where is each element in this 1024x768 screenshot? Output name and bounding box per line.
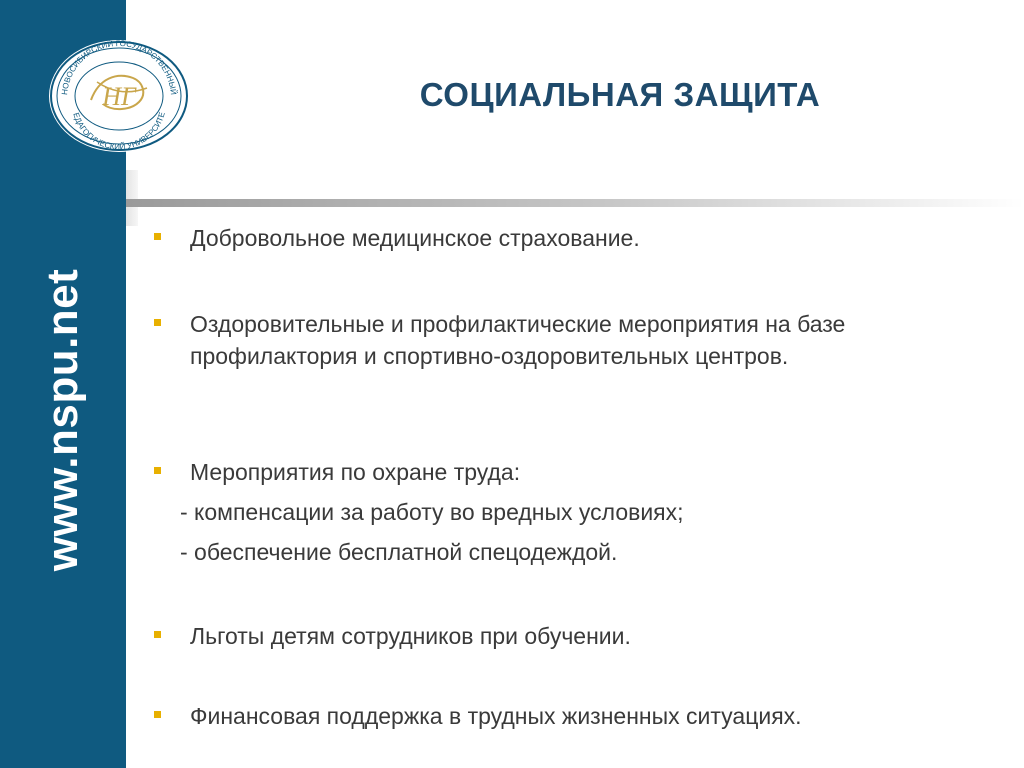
sub-item: - компенсации за работу во вредных условиях;	[180, 499, 684, 525]
site-url: www.nspu.net	[38, 268, 87, 572]
list-item	[150, 620, 980, 652]
university-seal-icon	[47, 38, 189, 152]
university-logo	[47, 38, 189, 152]
slide-title: СОЦИАЛЬНАЯ ЗАЩИТА	[419, 76, 821, 113]
list-item	[150, 456, 980, 565]
logo-monogram: НГ	[102, 82, 136, 111]
divider-tab	[126, 170, 138, 226]
bullet-icon	[154, 631, 161, 638]
sub-item: - обеспечение бесплатной спецодеждой.	[180, 539, 618, 565]
bullet-icon	[154, 233, 161, 240]
svg-text:ПЕДАГОГИЧЕСКИЙ УНИВЕРСИТЕТ: ЕДАГОГИЧЕСКИЙ УНИВЕРСИТЕ	[71, 110, 167, 152]
bullet-icon	[154, 467, 161, 474]
bullet-icon	[154, 711, 161, 718]
list-item	[150, 308, 980, 372]
title-divider	[126, 199, 1024, 207]
bullet-icon	[154, 319, 161, 326]
bullet-text: Льготы детям сотрудников при обучении.	[190, 623, 631, 649]
svg-text:НОВОСИБИРСКИЙ ГОСУДАРСТВЕННЫЙ: НОВОСИБИРСКИЙ ГОСУДАРСТВЕННЫЙ	[60, 38, 178, 96]
bullet-text: Финансовая поддержка в трудных жизненных ситуациях.	[190, 703, 802, 729]
bullet-text: Мероприятия по охране труда:	[190, 459, 521, 485]
bullet-text: Добровольное медицинское страхование.	[190, 225, 640, 251]
list-item	[150, 222, 980, 254]
list-item	[150, 700, 980, 732]
bullet-text: Оздоровительные и профилактические мероприятия на базе профилактория и спортивно-оздоровительных центров.	[190, 311, 846, 369]
